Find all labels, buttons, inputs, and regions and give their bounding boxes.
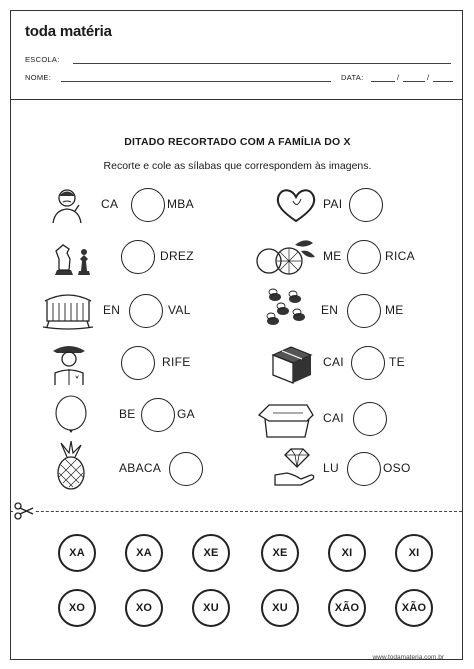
exercise-item <box>271 447 451 487</box>
heart-icon <box>271 185 321 225</box>
balloon-icon <box>45 393 95 437</box>
exercise-item <box>261 289 451 329</box>
chess-pieces-icon <box>45 237 95 277</box>
answer-circle[interactable] <box>353 402 387 436</box>
date-month-field[interactable] <box>403 81 425 82</box>
cutout-syllable[interactable]: XÃO <box>395 589 433 627</box>
answer-circle[interactable] <box>131 188 165 222</box>
syllable-after: GA <box>177 407 195 421</box>
header-divider <box>11 99 462 100</box>
exercise-item <box>45 343 235 383</box>
date-separator: / <box>397 73 400 82</box>
worksheet <box>10 10 463 660</box>
name-label: NOME: <box>25 73 52 82</box>
syllable-before: CAI <box>323 355 344 369</box>
syllable-after: RICA <box>385 249 415 263</box>
syllable-before: BE <box>119 407 136 421</box>
name-field[interactable] <box>61 81 331 82</box>
answer-circle[interactable] <box>169 452 203 486</box>
exercise-item <box>45 185 235 225</box>
syllable-before: CA <box>101 197 119 211</box>
syllable-after: ME <box>385 303 404 317</box>
cutout-syllable[interactable]: XA <box>58 534 96 572</box>
school-field[interactable] <box>73 63 451 64</box>
syllable-before: CAI <box>323 411 344 425</box>
exercise-item <box>45 237 235 277</box>
syllable-after: MBA <box>167 197 194 211</box>
cutout-syllable[interactable]: XÃO <box>328 589 366 627</box>
syllable-after: VAL <box>168 303 191 317</box>
exercise-item <box>271 185 451 225</box>
answer-circle[interactable] <box>347 452 381 486</box>
answer-circle[interactable] <box>121 240 155 274</box>
syllable-after: DREZ <box>160 249 194 263</box>
exercise-item <box>41 289 236 329</box>
answer-circle[interactable] <box>351 346 385 380</box>
syllable-after: OSO <box>383 461 411 475</box>
sick-person-icon <box>45 185 95 225</box>
sheriff-icon <box>45 341 95 385</box>
cutout-syllable[interactable]: XI <box>395 534 433 572</box>
syllable-after: TE <box>389 355 405 369</box>
instructions: Recorte e cole as sílabas que correspondem às imagens. <box>103 160 372 172</box>
box-icon <box>267 341 317 385</box>
cutout-syllable[interactable]: XI <box>328 534 366 572</box>
answer-circle[interactable] <box>121 346 155 380</box>
cutout-syllable[interactable]: XU <box>261 589 299 627</box>
answer-circle[interactable] <box>141 398 175 432</box>
cutout-syllable[interactable]: XO <box>58 589 96 627</box>
syllable-before: EN <box>321 303 339 317</box>
cutout-syllable[interactable]: XE <box>261 534 299 572</box>
scissors-icon <box>13 501 35 521</box>
syllable-before: EN <box>103 303 121 317</box>
syllable-before: ME <box>323 249 342 263</box>
school-label: ESCOLA: <box>25 55 60 64</box>
date-separator: / <box>427 73 430 82</box>
pineapple-icon <box>45 441 95 491</box>
answer-circle[interactable] <box>347 294 381 328</box>
bees-icon <box>261 287 311 331</box>
exercise-item <box>255 397 451 437</box>
syllable-before: ABACA <box>119 461 162 475</box>
cutout-syllable[interactable]: XO <box>125 589 163 627</box>
exercise-item <box>45 447 235 487</box>
syllable-after: RIFE <box>162 355 191 369</box>
answer-circle[interactable] <box>129 294 163 328</box>
cutout-syllable[interactable]: XE <box>192 534 230 572</box>
tangerine-icon <box>255 235 317 279</box>
diamond-hand-icon <box>271 445 321 489</box>
coffin-icon <box>255 399 317 443</box>
answer-circle[interactable] <box>349 188 383 222</box>
syllable-before: PAI <box>323 197 343 211</box>
exercise-item <box>267 343 451 383</box>
page-title: DITADO RECORTADO COM A FAMÍLIA DO X <box>124 136 351 148</box>
brand-logo: toda matéria <box>25 23 112 40</box>
footer-url: www.todamateria.com.br <box>372 654 444 661</box>
exercise-item <box>45 395 235 435</box>
cutout-syllable[interactable]: XU <box>192 589 230 627</box>
date-day-field[interactable] <box>371 81 395 82</box>
answer-circle[interactable] <box>347 240 381 274</box>
cut-line <box>11 511 462 512</box>
syllable-before: LU <box>323 461 339 475</box>
date-year-field[interactable] <box>433 81 453 82</box>
date-label: DATA: <box>341 73 364 82</box>
exercise-item <box>255 237 451 277</box>
cutout-syllable[interactable]: XA <box>125 534 163 572</box>
baby-crib-icon <box>41 287 95 331</box>
